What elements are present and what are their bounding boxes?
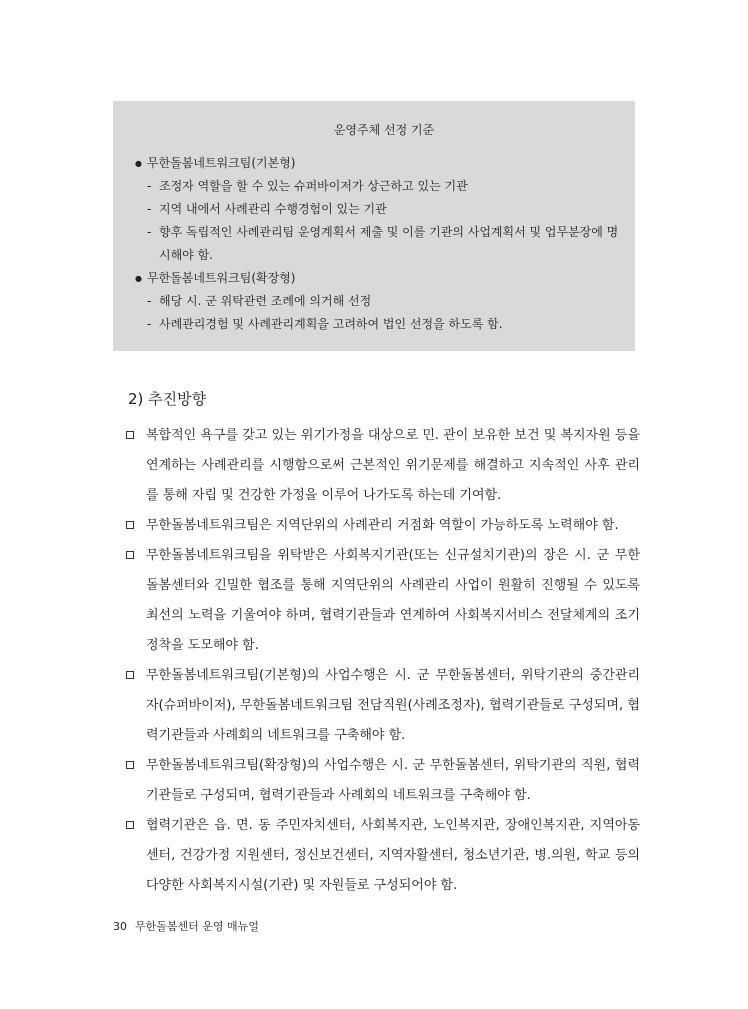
checkbox-square-icon — [126, 551, 134, 559]
criteria-box-title: 운영주체 선정 기준 — [333, 123, 435, 137]
criteria-list — [135, 152, 619, 336]
list-item — [126, 421, 640, 511]
checkbox-square-icon — [126, 521, 134, 529]
list-item — [126, 541, 640, 661]
list-item-text: 복합적인 욕구를 갖고 있는 위기가정을 대상으로 민. 관이 보유한 보건 및 복지자원 등을 연계하는 사례관리를 시행함으로써 근본적인 위기문제를 해결하고 지속적인 사후 관리를 통해 자립 및 건강한 가정을 이루어 나가도록 하는데 기여함. — [146, 428, 640, 503]
criteria-item: - 향후 독립적인 사례관리팀 운영계획서 제출 및 이를 기관의 사업계획서 및 업무분장에 명시해야 함. — [147, 221, 619, 267]
criteria-box — [113, 101, 635, 351]
criteria-item: - 조정자 역할을 할 수 있는 슈퍼바이저가 상근하고 있는 기관 — [147, 175, 619, 198]
checkbox-square-icon — [126, 671, 134, 679]
list-item — [126, 511, 640, 541]
list-item — [126, 751, 640, 811]
list-item — [126, 811, 640, 901]
criteria-item: - 해당 시. 군 위탁관련 조례에 의거해 선정 — [147, 290, 619, 313]
page-number: 30 — [113, 920, 127, 933]
criteria-heading-extended: ● 무한돌봄네트워크팀(확장형) — [135, 267, 619, 290]
criteria-sublist-wrapper-extended — [135, 290, 619, 336]
criteria-sublist-extended — [135, 290, 619, 336]
list-item-text: 무한돌봄네트워크팀(기본형)의 사업수행은 시. 군 무한돌봄센터, 위탁기관의 중간관리자(슈퍼바이저), 무한돌봄네트워크팀 전담직원(사례조정자), 협력기관들로 구성되며, 협력기관들과 사례회의 네트워크를 구축해야 함. — [146, 668, 640, 743]
list-item-text: 무한돌봄네트워크팀(확장형)의 사업수행은 시. 군 무한돌봄센터, 위탁기관의 직원, 협력기관들로 구성되며, 협력기관들과 사례회의 네트워크를 구축해야 함. — [146, 758, 640, 803]
direction-list — [126, 421, 640, 901]
list-item-text: 무한돌봄네트워크팀을 위탁받은 사회복지기관(또는 신규설치기관)의 장은 시. 군 무한돌봄센터와 긴밀한 협조를 통해 지역단위의 사례관리 사업이 원활히 진행될 수 있도록 최선의 노력을 기울여야 하며, 협력기관들과 연계하여 사회복지서비스 전달체계의 조기정착을 도모해야 함. — [146, 548, 640, 653]
list-item-text: 협력기관은 읍. 면. 동 주민자치센터, 사회복지관, 노인복지관, 장애인복지관, 지역아동센터, 건강가정 지원센터, 정신보건센터, 지역자활센터, 청소년기관, 병.의원, 학교 등의 다양한 사회복지시설(기관) 및 자원들로 구성되어야 함. — [146, 818, 640, 893]
list-item — [126, 661, 640, 751]
criteria-sublist-wrapper-basic — [135, 175, 619, 267]
checkbox-square-icon — [126, 431, 134, 439]
checkbox-square-icon — [126, 761, 134, 769]
page-footer — [113, 918, 259, 934]
criteria-sublist-basic — [135, 175, 619, 267]
criteria-item: - 사례관리경험 및 사례관리계획을 고려하여 법인 선정을 하도록 함. — [147, 313, 619, 336]
checkbox-square-icon — [126, 821, 134, 829]
criteria-heading-basic: ● 무한돌봄네트워크팀(기본형) — [135, 152, 619, 175]
footer-doc-title: 무한돌봄센터 운영 매뉴얼 — [135, 920, 259, 933]
list-item-text: 무한돌봄네트워크팀은 지역단위의 사례관리 거점화 역할이 가능하도록 노력해야 함. — [146, 518, 619, 533]
criteria-item: - 지역 내에서 사례관리 수행경험이 있는 기관 — [147, 198, 619, 221]
section-title: 2) 추진방향 — [128, 390, 207, 408]
